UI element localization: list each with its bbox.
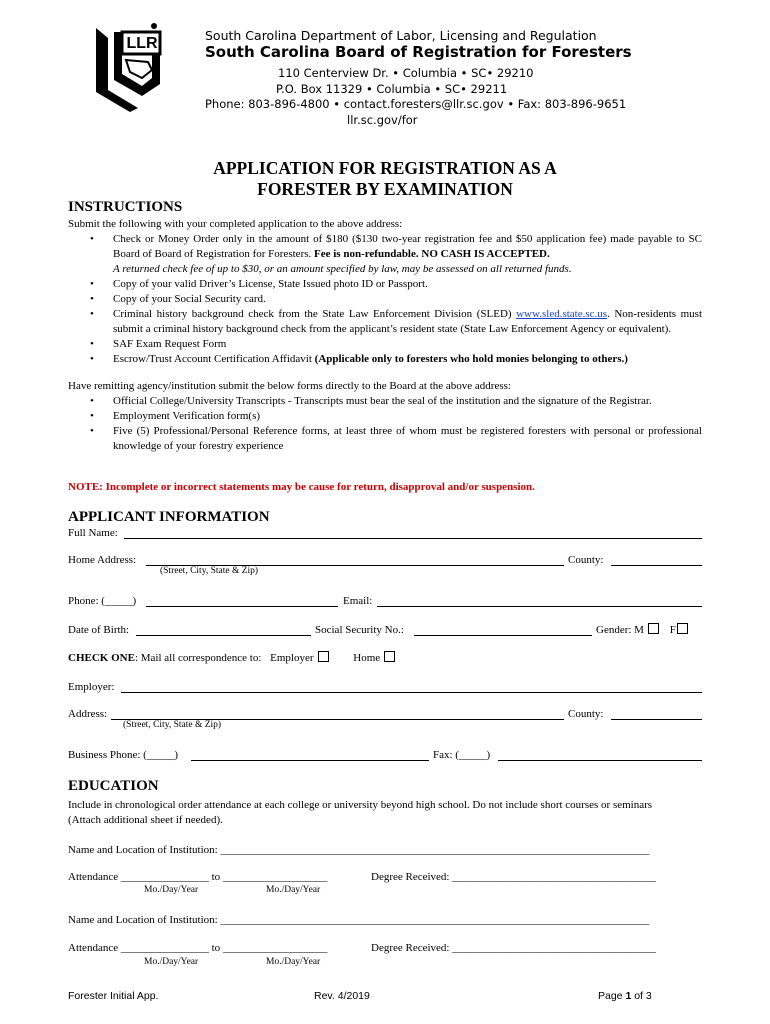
list-item: • Copy of your valid Driver’s License, State Issued photo ID or Passport.: [68, 277, 702, 292]
website[interactable]: llr.sc.gov/for: [347, 113, 418, 127]
home-checkbox[interactable]: [384, 651, 395, 662]
education-intro: Include in chronological order attendance at each college or university beyond high school. Do not include short courses or seminars (Attach additional sheet if needed).: [68, 799, 653, 826]
list-item: • Copy of your Social Security card.: [68, 292, 702, 307]
form-title: [0, 158, 770, 200]
list-item: • Official College/University Transcripts - Transcripts must bear the seal of the institution and the signature of the Registrar.: [68, 394, 702, 409]
institution-field-1[interactable]: Name and Location of Institution: ______________________________________________________________________________: [68, 844, 650, 856]
note-warning: NOTE: Incomplete or incorrect statements may be cause for return, disapproval and/or suspension.: [68, 481, 535, 493]
list-item: • Five (5) Professional/Personal Reference forms, at least three of whom must be registered foresters with personal or professional knowledge of your forestry experience: [68, 424, 702, 454]
title-line-1: APPLICATION FOR REGISTRATION AS A: [213, 158, 557, 178]
fax-label: Fax: (_____): [433, 749, 491, 761]
employer-checkbox[interactable]: [318, 651, 329, 662]
title-line-2: FORESTER BY EXAMINATION: [257, 179, 513, 199]
gender-m-label: Gender: M: [596, 624, 644, 636]
county-field-2[interactable]: [611, 719, 702, 720]
date-hint-from-2: Mo./Day/Year: [144, 957, 199, 967]
phone-field[interactable]: [146, 606, 338, 607]
department-name: South Carolina Department of Labor, Licensing and Regulation: [205, 28, 597, 43]
board-name: South Carolina Board of Registration for Foresters: [205, 43, 632, 61]
phone-label: Phone: (_____): [68, 595, 137, 607]
county-field[interactable]: [611, 565, 702, 566]
email-label: Email:: [343, 595, 373, 607]
footer-form-name: Forester Initial App.: [68, 990, 159, 1002]
applicant-heading: APPLICANT INFORMATION: [68, 509, 270, 525]
fee-text: Check or Money Order only in the amount of $180 ($130 two-year registration fee and $50 application fee) made payable to SC Board of Board of Registration for Foresters.: [113, 233, 702, 260]
address-label: Address:: [68, 708, 108, 720]
institution-field-2[interactable]: Name and Location of Institution: ______________________________________________________________________________: [68, 914, 650, 926]
footer-page-number: [598, 990, 652, 1002]
home-option-label: Home: [353, 652, 381, 664]
fee-warning: Fee is non-refundable. NO CASH IS ACCEPTED.: [314, 248, 550, 260]
full-name-field[interactable]: [124, 538, 702, 539]
ssn-field[interactable]: [414, 635, 592, 636]
list-item: • SAF Exam Request Form: [68, 337, 702, 352]
employer-field[interactable]: [121, 692, 702, 693]
date-hint-from-1: Mo./Day/Year: [144, 885, 199, 895]
fax-field[interactable]: [498, 760, 702, 761]
list-item: [68, 307, 702, 337]
date-hint-to-2: Mo./Day/Year: [266, 957, 321, 967]
instructions-intro: Submit the following with your completed application to the above address:: [68, 218, 403, 230]
education-heading: EDUCATION: [68, 778, 159, 794]
gender-f-checkbox[interactable]: [677, 623, 688, 634]
street-address: 110 Centerview Dr. • Columbia • SC• 29210: [278, 66, 534, 80]
gender-m-checkbox[interactable]: [648, 623, 659, 634]
page-current: 1: [625, 990, 632, 1002]
gender-f-label: F: [669, 624, 676, 636]
business-phone-field[interactable]: [191, 760, 429, 761]
background-check-text-2: . Non-residents must submit a criminal history background check from the applicant’s resident state (State Law Enforcement Agency or equivalent).: [113, 308, 703, 335]
logo-text: LLR: [126, 35, 158, 52]
remit-list: [68, 394, 702, 454]
street-hint-2: (Street, City, State & Zip): [123, 720, 222, 730]
escrow-note: (Applicable only to foresters who hold monies belonging to others.): [314, 353, 628, 365]
home-address-label: Home Address:: [68, 554, 137, 566]
returned-check-note: A returned check fee of up to $30, or an amount specified by law, may be assessed on all returned funds.: [113, 263, 572, 275]
employer-option-label: Employer: [270, 652, 314, 664]
footer-revision: Rev. 4/2019: [314, 990, 370, 1002]
full-name-label: Full Name:: [68, 527, 118, 539]
po-box-address: P.O. Box 11329 • Columbia • SC• 29211: [276, 82, 508, 96]
attendance-field-1[interactable]: Attendance ________________ to ___________________: [68, 871, 328, 883]
page-prefix: Page: [598, 990, 626, 1002]
check-one-label: CHECK ONE: [68, 652, 135, 664]
employer-label: Employer:: [68, 681, 115, 693]
instructions-body: [68, 217, 702, 454]
check-one-row: [68, 651, 395, 666]
gender-group: [596, 623, 688, 638]
sled-link[interactable]: www.sled.state.sc.us: [516, 308, 608, 320]
county-label: County:: [568, 554, 604, 566]
remit-intro: Have remitting agency/institution submit the below forms directly to the Board at the above address:: [68, 380, 511, 392]
list-item: [68, 232, 702, 277]
street-hint: (Street, City, State & Zip): [160, 566, 259, 576]
dob-field[interactable]: [136, 635, 311, 636]
contact-line: Phone: 803-896-4800 • contact.foresters@llr.sc.gov • Fax: 803-896-9651: [205, 97, 627, 111]
instructions-list: [68, 232, 702, 367]
email-field[interactable]: [377, 606, 702, 607]
list-item: [68, 352, 702, 367]
business-phone-label: Business Phone: (_____): [68, 749, 178, 761]
check-one-text: : Mail all correspondence to:: [134, 652, 262, 664]
dob-label: Date of Birth:: [68, 624, 130, 636]
attendance-field-2[interactable]: Attendance ________________ to ___________________: [68, 942, 328, 954]
list-item: • Employment Verification form(s): [68, 409, 702, 424]
escrow-text: Escrow/Trust Account Certification Affidavit: [113, 353, 312, 365]
background-check-text: Criminal history background check from the State Law Enforcement Division (SLED): [113, 308, 512, 320]
county-label-2: County:: [568, 708, 604, 720]
date-hint-to-1: Mo./Day/Year: [266, 885, 321, 895]
ssn-label: Social Security No.:: [315, 624, 404, 636]
degree-field-1[interactable]: Degree Received: _____________________________________: [371, 871, 656, 883]
llr-logo-graphic: [86, 18, 170, 114]
page-total: of 3: [631, 990, 652, 1002]
llr-logo: [86, 18, 170, 114]
instructions-heading: INSTRUCTIONS: [68, 199, 183, 215]
degree-field-2[interactable]: Degree Received: _____________________________________: [371, 942, 656, 954]
